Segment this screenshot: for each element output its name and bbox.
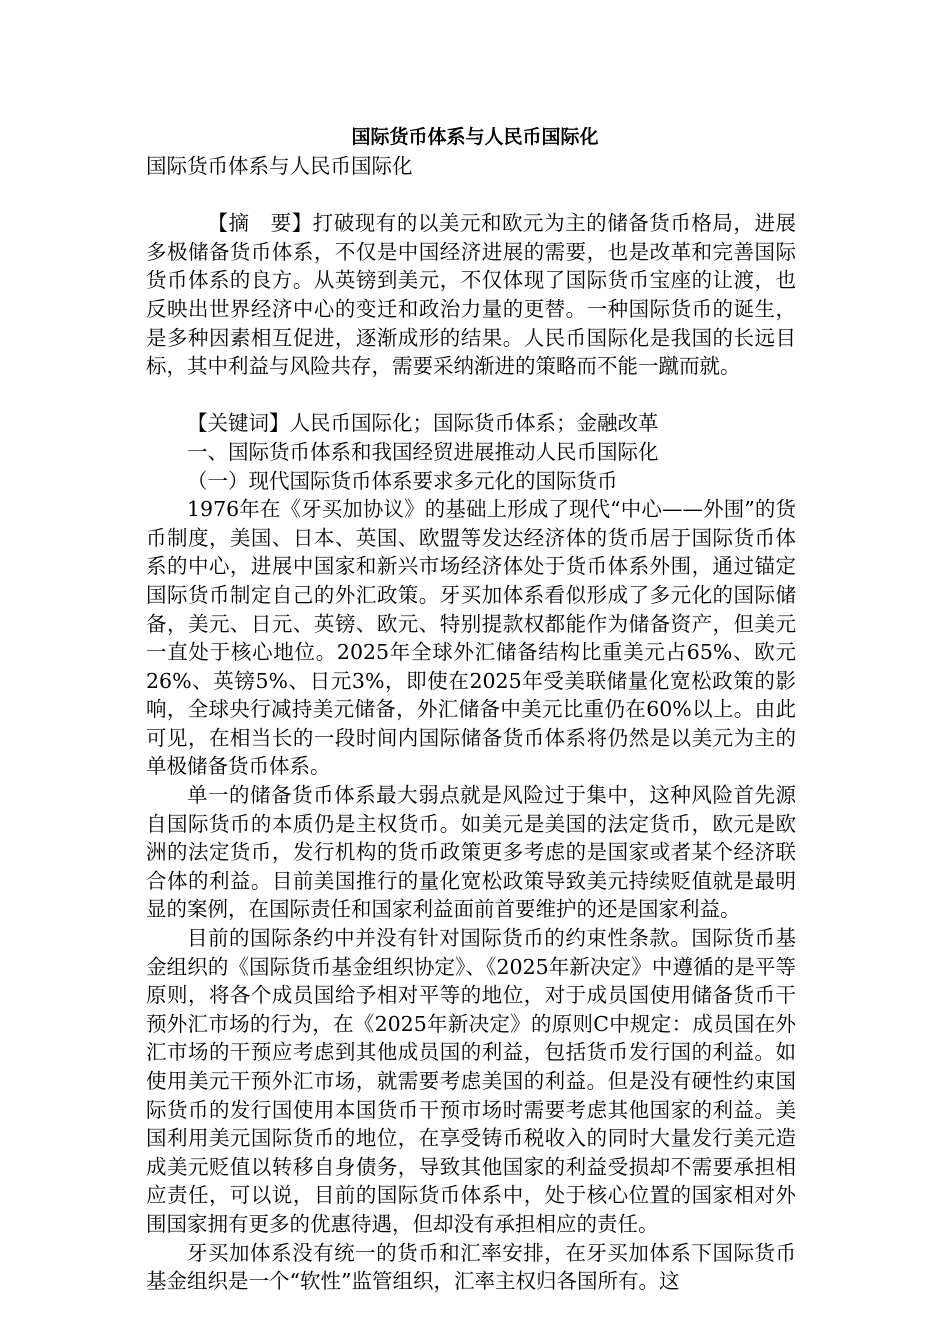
blank-line	[146, 181, 796, 210]
document-subtitle: 国际货币体系与人民币国际化	[146, 154, 413, 178]
blank-line	[146, 381, 796, 410]
section-heading: 一、国际货币体系和我国经贸进展推动人民币国际化	[187, 439, 659, 464]
document-body	[146, 152, 796, 1296]
body-paragraph: 1976年在《牙买加协议》的基础上形成了现代“中心——外围”的货币制度，美国、日本、英国、欧盟等发达经济体的货币居于国际货币体系的中心，进展中国家和新兴市场经济体处于货币体系外围，通过锚定国际货币制定自己的外汇政策。牙买加体系看似形成了多元化的国际储备，美元、日元、英镑、欧元、特别提款权都能作为储备资产，但美元一直处于核心地位。2025年全球外汇储备结构比重美元占65%、欧元26%、英镑5%、日元3%，即使在2025年受美联储量化宽松政策的影响，全球央行减持美元储备，外汇储备中美元比重仍在60%以上。由此可见，在相当长的一段时间内国际储备货币体系将仍然是以美元为主的单极储备货币体系。	[146, 497, 796, 779]
subsection-heading: （一）现代国际货币体系要求多元化的国际货币	[187, 468, 618, 493]
body-paragraph: 牙买加体系没有统一的货币和汇率安排，在牙买加体系下国际货币基金组织是一个“软性”监管组织，汇率主权归各国所有。这	[146, 1240, 796, 1294]
body-paragraph: 单一的储备货币体系最大弱点就是风险过于集中，这种风险首先源自国际货币的本质仍是主权货币。如美元是美国的法定货币，欧元是欧洲的法定货币，发行机构的货币政策更多考虑的是国家或者某个经济联合体的利益。目前美国推行的量化宽松政策导致美元持续贬值就是最明显的案例，在国际责任和国家利益面前首要维护的还是国家利益。	[146, 783, 796, 922]
keywords-line: 【关键词】人民币国际化；国际货币体系；金融改革	[187, 411, 659, 436]
document-title: 国际货币体系与人民币国际化	[351, 126, 599, 148]
body-paragraph: 目前的国际条约中并没有针对国际货币的约束性条款。国际货币基金组织的《国际货币基金组织协定》、《2025年新决定》中遵循的是平等原则，将各个成员国给予相对平等的地位，对于成员国使用储备货币干预外汇市场的行为，在《2025年新决定》的原则C中规定：成员国在外汇市场的干预应考虑到其他成员国的利益，包括货币发行国的利益。如使用美元干预外汇市场，就需要考虑美国的利益。但是没有硬性约束国际货币的发行国使用本国货币干预市场时需要考虑其他国家的利益。美国利用美元国际货币的地位，在享受铸币税收入的同时大量发行美元造成美元贬值以转移自身债务，导致其他国家的利益受损却不需要承担相应责任，可以说，目前的国际货币体系中，处于核心位置的国家相对外围国家拥有更多的优惠待遇，但却没有承担相应的责任。	[146, 926, 796, 1236]
abstract-paragraph: 【摘 要】打破现有的以美元和欧元为主的储备货币格局，进展多极储备货币体系，不仅是中国经济进展的需要，也是改革和完善国际货币体系的良方。从英镑到美元，不仅体现了国际货币宝座的让渡，也反映出世界经济中心的变迁和政治力量的更替。一种国际货币的诞生，是多种因素相互促进，逐渐成形的结果。人民币国际化是我国的长远目标，其中利益与风险共存，需要采纳渐进的策略而不能一蹴而就。	[146, 211, 796, 379]
